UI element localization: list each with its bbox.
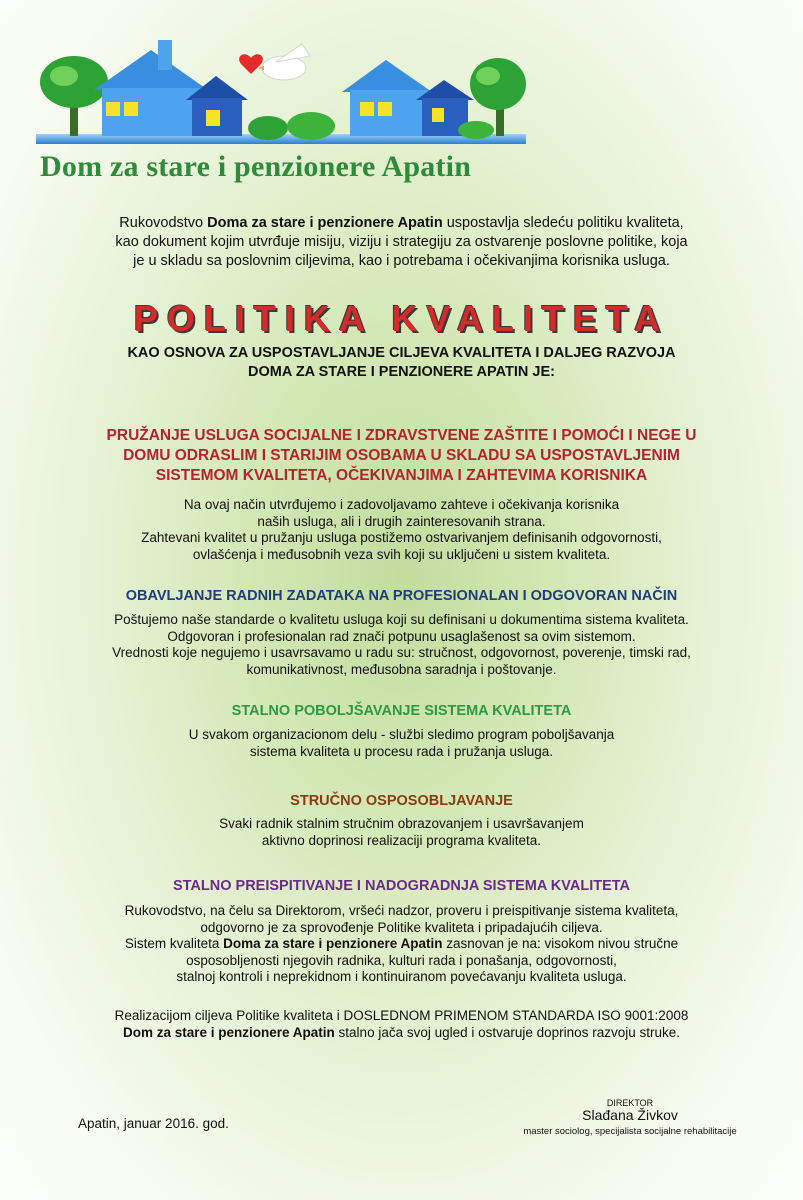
closing-paragraph: Realizacijom ciljeva Politike kvaliteta i DOSLEDNOM PRIMENOM STANDARDA ISO 9001:2008 Dom za stare i penzionere Apatin stalno jača svoj ugled i ostvaruje doprinos razvoju struke. xyxy=(0,1008,803,1041)
section-3-title: STALNO POBOLJŠAVANJE SISTEMA KVALITETA xyxy=(231,703,572,719)
place-date: Apatin, januar 2016. god. xyxy=(78,1116,229,1131)
intro-line-2: kao dokument kojim utvrđuje misiju, viziju i strategiju za ostvarenje poslovne politike, koja xyxy=(115,234,688,250)
section-3-body: U svakom organizacionom delu - službi sledimo program poboljšavanja sistema kvaliteta u procesu rada i pružanja usluga. xyxy=(188,727,615,759)
subtitle: KAO OSNOVA ZA USPOSTAVLJANJE CILJEVA KVALITETA I DALJEG RAZVOJA DOMA ZA STARE I PENZIONERE APATIN JE: xyxy=(127,345,676,380)
section-4-title: STRUČNO OSPOSOBLJAVANJE xyxy=(290,793,513,809)
signer-role: DIREKTOR xyxy=(606,1098,654,1108)
section-5-body: Rukovodstvo, na čelu sa Direktorom, vršeći nadzor, proveru i preispitivanje sistema kvaliteta, odgovorno je za sprovođenje Politike kvaliteta i pripadajućih ciljeva. Sistem kvaliteta Doma za stare i penzionere Apatin zasnovan je na: visokom nivou stručne osposobljenosti njegovih radnika, kulturi rada i ponašanja, odgovornosti, stalnoj kontroli i neprekidnom i kontinuiranom povećavanju kvaliteta usluga. xyxy=(0,903,803,986)
section-5-title: STALNO PREISPITIVANJE I NADOGRADNJA SISTEMA KVALITETA xyxy=(172,878,631,894)
signer-name: Slađana Živkov xyxy=(582,1107,678,1123)
intro-line-3: je u skladu sa poslovnim ciljevima, kao i potrebama i očekivanjima korisnika usluga. xyxy=(133,253,670,269)
signer-title: master sociolog, specijalista socijalne rehabilitacije xyxy=(523,1126,737,1137)
closing-line-2: Dom za stare i penzionere Apatin stalno jača svoj ugled i ostvaruje doprinos razvoju struke. xyxy=(123,1024,680,1040)
section-5-mixed-line: Sistem kvaliteta Doma za stare i penzionere Apatin zasnovan je na: visokom nivou stručne xyxy=(124,936,679,951)
organization-name: Dom za stare i penzionere Apatin xyxy=(40,150,472,183)
section-1-title: PRUŽANJE USLUGA SOCIJALNE I ZDRAVSTVENE ZAŠTITE I POMOĆI I NEGE U DOMU ODRASLIM I STARIJIM OSOBAMA U SKLADU SA USPOSTAVLJENIM SISTEMOM KVALITETA, OČEKIVANJIMA I ZAHTEVIMA KORISNIKA xyxy=(106,427,697,484)
section-2-title: OBAVLJANJE RADNIH ZADATAKA NA PROFESIONALAN I ODGOVORAN NAČIN xyxy=(125,588,678,604)
page-title: POLITIKA KVALITETA xyxy=(133,298,670,339)
section-2-body: Poštujemo naše standarde o kvalitetu usluga koji su definisani u dokumentima sistema kvaliteta. Odgovoran i profesionalan rad znači potpunu usaglašenost sa ovim sistemom. Vrednosti koje negujemo i usavrsavamo u radu su: stručnost, odgovornost, poverenje, timski rad, komunikativnost, međusobna saradnja i poštovanje. xyxy=(112,612,691,677)
section-1-body: Na ovaj način utvrđujemo i zadovoljavamo zahteve i očekivanja korisnika naših usluga, ali i drugih zainteresovanih strana. Zahtevani kvalitet u pružanju usluga postižemo ostvarivanjem definisanih odgovornosti, ovlašćenja i međusobnih veza svih koji su uključeni u sistem kvaliteta. xyxy=(141,497,662,562)
intro-paragraph xyxy=(0,214,803,271)
houses-trees-dove-logo xyxy=(36,40,526,150)
section-4-body: Svaki radnik stalnim stručnim obrazovanjem i usavršavanjem aktivno doprinosi realizaciji programa kvaliteta. xyxy=(219,816,584,848)
intro-line-1: Rukovodstvo Doma za stare i penzionere Apatin uspostavlja sledeću politiku kvaliteta, xyxy=(119,215,684,231)
